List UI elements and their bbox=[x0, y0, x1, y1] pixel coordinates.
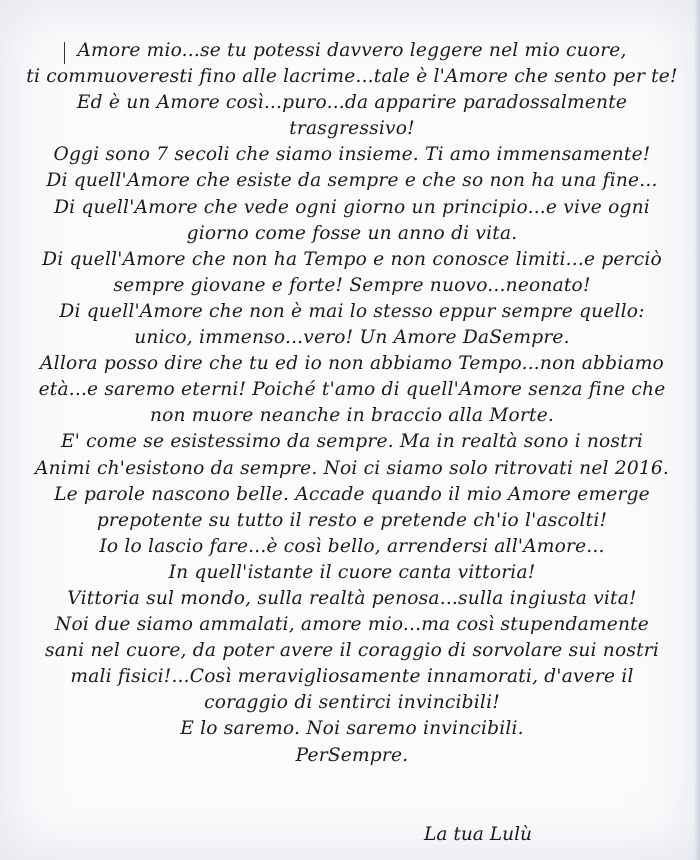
letter-line: Di quell'Amore che vede ogni giorno un principio...e vive ogni bbox=[54, 196, 650, 218]
letter-line: E lo saremo. Noi saremo invincibili. bbox=[180, 718, 524, 740]
page-edge-shadow bbox=[694, 0, 700, 860]
letter-line: Allora posso dire che tu ed io non abbiamo Tempo...non abbiamo bbox=[40, 353, 664, 375]
letter-line: Ed è un Amore così...puro...da apparire paradossalmente bbox=[76, 92, 628, 114]
letter-line: Di quell'Amore che non ha Tempo e non conosce limiti...e perciò bbox=[42, 248, 662, 270]
letter-line: Di quell'Amore che esiste da sempre e che so non ha una fine... bbox=[46, 170, 658, 192]
letter-line: ti commuoveresti fino alle lacrime...tale è l'Amore che sento per te! bbox=[26, 66, 678, 88]
letter-line: In quell'istante il cuore canta vittoria! bbox=[168, 561, 536, 583]
letter-line: prepotente su tutto il resto e pretende ch'io l'ascolti! bbox=[96, 509, 608, 531]
letter-line: trasgressivo! bbox=[289, 118, 415, 140]
letter-line: Amore mio...se tu potessi davvero leggere nel mio cuore, bbox=[77, 40, 627, 61]
letter-line: Le parole nascono belle. Accade quando il mio Amore emerge bbox=[54, 483, 650, 505]
letter-line: mali fisici!...Così meravigliosamente innamorati, d'avere il bbox=[70, 666, 634, 688]
letter-line: giorno come fosse un anno di vita. bbox=[186, 222, 518, 244]
letter-line: PerSempre. bbox=[295, 744, 409, 766]
letter-line: coraggio di sentirci invincibili! bbox=[204, 692, 500, 714]
letter-line: sempre giovane e forte! Sempre nuovo...neonato! bbox=[113, 274, 591, 296]
letter-line: non muore neanche in braccio alla Morte. bbox=[149, 405, 555, 427]
letter-line: unico, immenso...vero! Un Amore DaSempre. bbox=[134, 327, 570, 349]
letter-line: Animi ch'esistono da sempre. Noi ci siamo solo ritrovati nel 2016. bbox=[34, 457, 670, 479]
letter-line: Vittoria sul mondo, sulla realtà penosa...sulla ingiusta vita! bbox=[67, 587, 637, 609]
letter-body bbox=[10, 38, 694, 769]
letter-line: sani nel cuore, da poter avere il coraggio di sorvolare sui nostri bbox=[44, 640, 659, 662]
letter-line: Di quell'Amore che non è mai lo stesso eppur sempre quello: bbox=[59, 300, 645, 322]
letter-line: Oggi sono 7 secoli che siamo insieme. Ti amo immensamente! bbox=[53, 144, 651, 166]
letter-line: Io lo lascio fare...è così bello, arrendersi all'Amore... bbox=[99, 535, 605, 557]
letter-line: Noi due siamo ammalati, amore mio...ma così stupendamente bbox=[55, 614, 649, 636]
letter-line: età...e saremo eterni! Poiché t'amo di quell'Amore senza fine che bbox=[38, 379, 666, 401]
letter-line: E' come se esistessimo da sempre. Ma in realtà sono i nostri bbox=[60, 431, 644, 453]
signature: La tua Lulù bbox=[424, 824, 533, 845]
